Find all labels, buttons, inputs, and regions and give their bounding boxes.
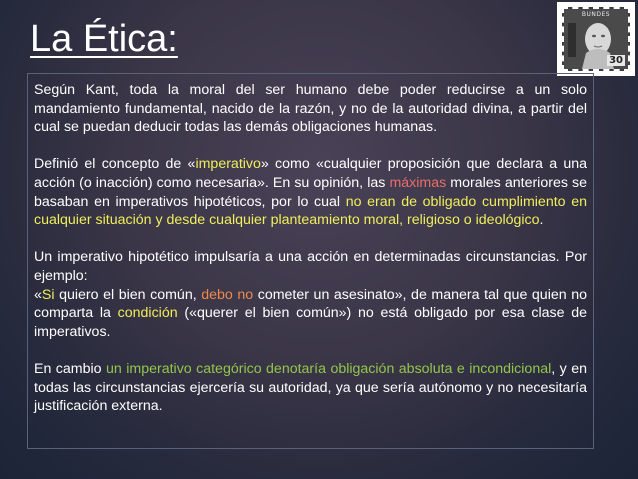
p1-text: Según Kant, toda la moral del ser humano debe poder reducirse a un solo mandamiento fundamental, nacido de la razón, y no de la autoridad divina, a partir del cual se puedan deducir todas las demás obligaciones humanas. [34,82,587,136]
paragraph-2 [34,155,587,229]
slide-title: La Ética: [30,18,178,60]
p2-text-1: Definió el concepto de « [34,156,196,173]
p2-text-2: » como «cualquier proposición que declara a una acción (o inacción) como necesaria». En su opinión, las [34,156,587,191]
p4-text-2: , y en todas las circunstancias ejercería su autoridad, ya que sería autónomo y no necesitaría justificación externa. [34,360,587,415]
p4-text-1: En cambio [34,360,106,377]
p2-text-4: . [539,212,544,229]
kant-stamp-image [557,2,635,76]
stamp-value: 30 [609,55,623,66]
p2-highlight-imperativo: imperativo [195,156,261,173]
stamp-country-text: BUNDES [581,11,611,18]
p4-highlight-categorico: un imperativo categórico denotaría obligación absoluta e incondicional [106,360,552,377]
p3-highlight-condicion: condición [117,305,178,322]
p2-highlight-maximas: máximas [389,174,447,191]
content-box [27,73,594,449]
paragraph-4 [34,360,587,416]
p2-text-3: morales anteriores se basaban en imperativos hipotéticos, por lo cual [34,174,588,210]
paragraph-3 [34,248,587,341]
paragraph-1 [34,81,587,137]
p3-text-5: («querer el bien común») no está obligado por esa clase de imperativos. [34,305,587,340]
p3-highlight-debo-no: debo no [201,286,254,303]
p3-text-1: Un imperativo hipotético impulsaría a una acción en determinadas circunstancias. Por ejemplo: [34,249,587,284]
p3-text-2: « [34,286,42,303]
p3-text-3: quiero el bien común, [54,286,202,303]
p2-highlight-obligado: no eran de obligado cumplimiento en cualquier situación y desde cualquier planteamiento moral, religioso o ideológico [34,193,587,229]
p3-highlight-si: Si [41,286,55,303]
p3-text-4: cometer un asesinato», de manera tal que quien no comparta la [34,286,587,322]
